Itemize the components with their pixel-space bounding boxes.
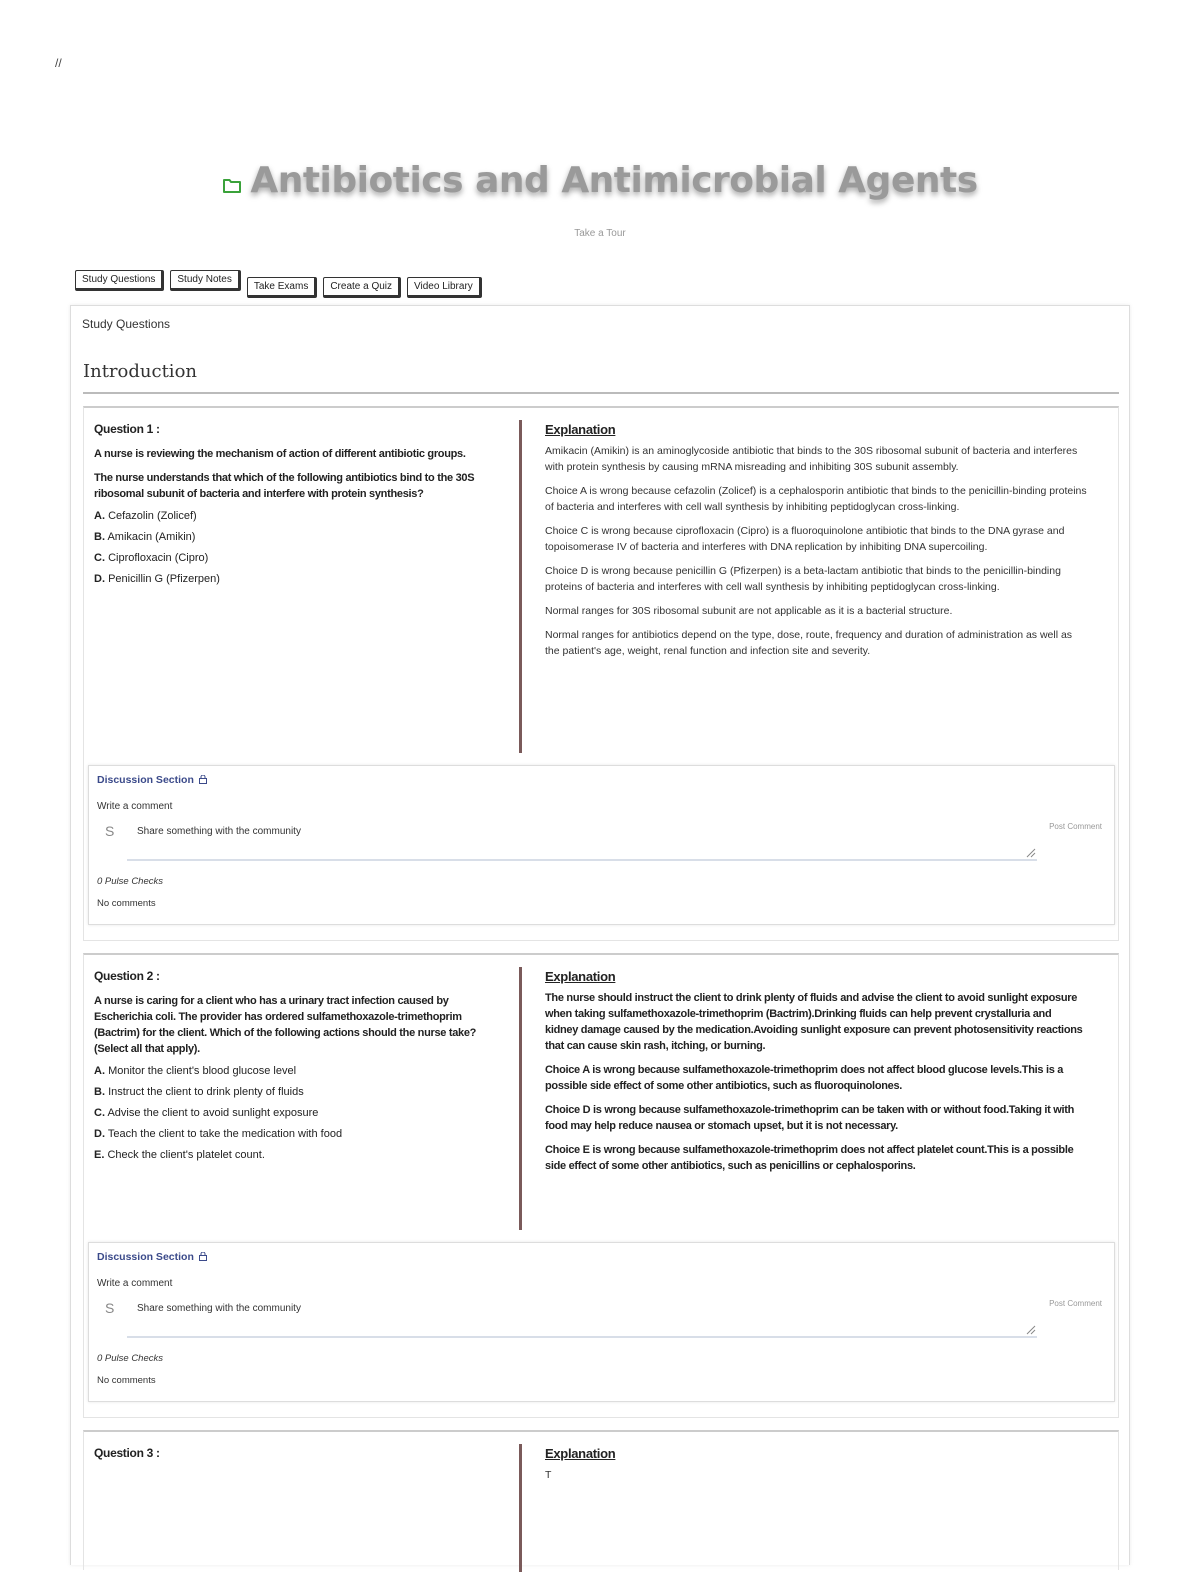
discussion-section (88, 765, 1115, 925)
explanation-text: Choice E is wrong because sulfamethoxazole-trimethoprim does not affect platelet count.This is a possible side effect of some other antibiotics, such as penicillins or cephalosporins. (545, 1144, 1074, 1172)
page-title (222, 160, 977, 201)
folder-icon (222, 175, 242, 195)
answer-choice[interactable]: D. Penicillin G (Pfizerpen) (94, 573, 220, 585)
tab-video-library[interactable]: Video Library (407, 277, 482, 298)
avatar: S (105, 823, 115, 839)
explanation-text: Normal ranges for antibiotics depend on the type, dose, route, frequency and duration of administration as well as the patient's age, weight, renal function and infection site and severity. (545, 629, 1073, 657)
explanation-heading: Explanation (545, 969, 616, 984)
tab-bar (75, 270, 482, 298)
answer-choice[interactable]: E. Check the client's platelet count. (94, 1149, 265, 1161)
explanation-text: Choice A is wrong because sulfamethoxazole-trimethoprim does not affect blood glucose levels.This is a possible side effect of some other antibiotics, such as fluoroquinolones. (545, 1064, 1064, 1092)
resize-handle-icon[interactable] (1024, 1323, 1036, 1335)
pulse-checks: 0 Pulse Checks (97, 1353, 164, 1364)
header (0, 160, 1200, 201)
explanation-text: Amikacin (Amikin) is an aminoglycoside antibiotic that binds to the 30S ribosomal subunit of bacteria and interferes with protein synthesis by causing mRNA misreading and inhibiting 30S subunit assembly. (545, 445, 1078, 473)
panel-label: Study Questions (82, 317, 171, 331)
answer-choice[interactable]: B. Instruct the client to drink plenty of fluids (94, 1086, 304, 1098)
discussion-title[interactable]: Discussion Section (97, 1251, 207, 1263)
explanation-text: Choice C is wrong because ciprofloxacin (Cipro) is a fluoroquinolone antibiotic that binds to the DNA gyrase and topoisomerase IV of bacteria and interferes with DNA replication by inhibiting DNA supercoiling. (545, 525, 1065, 553)
write-comment-label: Write a comment (97, 1278, 173, 1289)
question-text: A nurse is caring for a client who has a urinary tract infection caused by Escherichia coli. The provider has ordered sulfamethoxazole-trimethoprim (Bactrim) for the client. Which of the following actions should the nurse take? (Select all that apply). (94, 995, 477, 1055)
question-number: Question 2 : (94, 969, 160, 983)
section-heading: Introduction (83, 361, 1119, 394)
page-marker: // (55, 56, 62, 70)
tab-create-quiz[interactable]: Create a Quiz (323, 277, 401, 298)
write-comment-label: Write a comment (97, 801, 173, 812)
answer-choice[interactable]: C. Advise the client to avoid sunlight exposure (94, 1107, 319, 1119)
explanation-text: Normal ranges for 30S ribosomal subunit are not applicable as it is a bacterial structure. (545, 605, 953, 617)
explanation-column (522, 1432, 1097, 1572)
tab-study-questions[interactable]: Study Questions (75, 270, 164, 291)
page-title-text: Antibiotics and Antimicrobial Agents (250, 160, 978, 201)
question-text: A nurse is reviewing the mechanism of action of different antibiotic groups. (94, 448, 466, 460)
answer-choice[interactable]: D. Teach the client to take the medication with food (94, 1128, 343, 1140)
question-column (84, 955, 519, 1230)
tab-take-exams[interactable]: Take Exams (247, 277, 317, 298)
question-text: The nurse understands that which of the following antibiotics bind to the 30S ribosomal subunit of bacteria and interfere with protein synthesis? (94, 472, 475, 500)
answer-choice[interactable]: A. Cefazolin (Zolicef) (94, 510, 197, 522)
explanation-column (522, 408, 1097, 753)
explanation-heading: Explanation (545, 1446, 616, 1461)
lock-icon (199, 775, 207, 784)
answer-choice[interactable]: A. Monitor the client's blood glucose level (94, 1065, 297, 1077)
question-column (84, 1432, 519, 1572)
answer-choice[interactable]: B. Amikacin (Amikin) (94, 531, 196, 543)
study-questions-panel (70, 305, 1130, 1565)
explanation-column (522, 955, 1097, 1230)
question-number: Question 3 : (94, 1446, 160, 1460)
explanation-text: Choice A is wrong because cefazolin (Zolicef) is a cephalosporin antibiotic that binds to the penicillin-binding proteins of bacteria and interferes with cell wall synthesis by inhibiting peptidoglycan cross-linking. (545, 485, 1087, 513)
comment-input-underline (127, 859, 1037, 861)
question-card (83, 406, 1119, 941)
explanation-text: T (545, 1469, 552, 1481)
question-card (83, 953, 1119, 1418)
pulse-checks: 0 Pulse Checks (97, 876, 164, 887)
post-comment-button[interactable]: Post Comment (1049, 822, 1102, 831)
no-comments: No comments (97, 1375, 156, 1386)
explanation-text: Choice D is wrong because penicillin G (Pfizerpen) is a beta-lactam antibiotic that binds to the penicillin-binding proteins of bacteria and interferes with cell wall synthesis by inhibiting peptidoglycan cross-linking. (545, 565, 1061, 593)
question-number: Question 1 : (94, 422, 160, 436)
answer-choice[interactable]: C. Ciprofloxacin (Cipro) (94, 552, 209, 564)
comment-input-underline (127, 1336, 1037, 1338)
take-tour-link[interactable]: Take a Tour (574, 228, 626, 239)
comment-input[interactable]: Share something with the community (137, 1303, 301, 1314)
tab-study-notes[interactable]: Study Notes (170, 270, 240, 291)
avatar: S (105, 1300, 115, 1316)
comment-input[interactable]: Share something with the community (137, 826, 301, 837)
explanation-text: Choice D is wrong because sulfamethoxazole-trimethoprim can be taken with or without food.Taking it with food may help reduce nausea or stomach upset, but it is not necessary. (545, 1104, 1075, 1132)
explanation-text: The nurse should instruct the client to drink plenty of fluids and advise the client to avoid sunlight exposure when taking sulfamethoxazole-trimethoprim (Bactrim).Drinking fluids can help prevent crystalluria and kidney damage caused by the medication.Avoiding sunlight exposure can prevent photosensitivity reactions that can cause skin rash, itching, or burning. (545, 992, 1083, 1052)
resize-handle-icon[interactable] (1024, 846, 1036, 858)
question-card (83, 1430, 1119, 1570)
lock-icon (199, 1252, 207, 1261)
no-comments: No comments (97, 898, 156, 909)
question-column (84, 408, 519, 753)
explanation-heading: Explanation (545, 422, 616, 437)
post-comment-button[interactable]: Post Comment (1049, 1299, 1102, 1308)
discussion-section (88, 1242, 1115, 1402)
discussion-title[interactable]: Discussion Section (97, 774, 207, 786)
